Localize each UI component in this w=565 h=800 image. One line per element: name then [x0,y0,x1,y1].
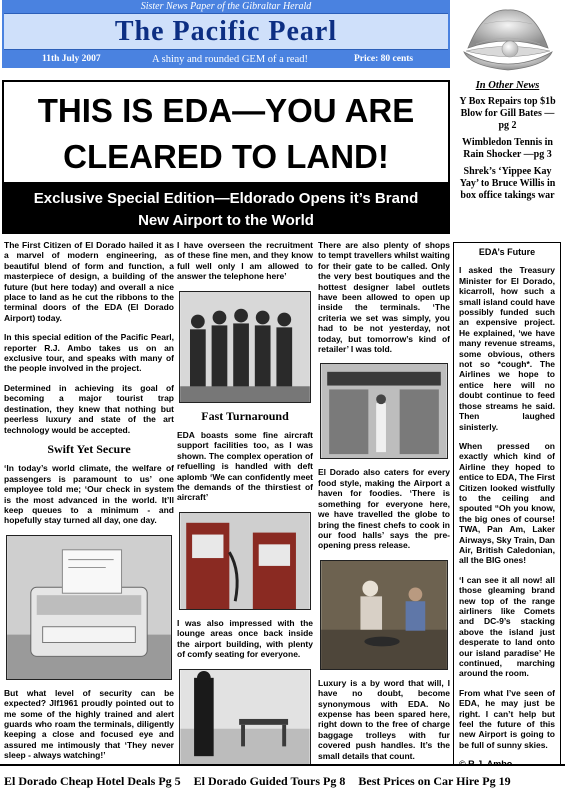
article-column-2 [177,240,313,773]
article-paragraph: When pressed on exactly which kind of Airline they hoped to entice to EDA, The First Citizen looked wistfully to the ceiling and spouted “Oh you know, the big ones of course! TWA, Pan Am, Laker Airways, Sky Train, Dan Air, British Caledonian, all the BIG ones! [459,440,555,566]
article-paragraph: EDA boasts some fine aircraft support facilities too, as I was shown. The complex operation of refuelling is handled with deft aplomb ‘We can confidently meet the demands of the thirstiest of aircraft’ [177,430,313,503]
article-paragraph: There are also plenty of shops to tempt travellers whilst waiting for their gate to be called. Only the very best boutiques and the hottest designer label outlets have been allowed to open up inside the terminals. ‘The criteria we set was simply, you had to be not yesterday, not today, but tomorrow’s kind of retailer’ I was told. [318,240,450,355]
subheading-fast-turnaround: Fast Turnaround [201,408,289,423]
issue-date: 11th July 2007 [42,54,101,64]
sidebar-heading: In Other News [475,80,540,91]
main-headline [2,80,450,184]
article-paragraph: I was also impressed with the lounge areas once back inside the airport building, with plenty of comfy seating for everyone. [177,617,313,660]
in-other-news-sidebar [452,80,563,240]
sidebar-news-item: Wimbledon Tennis in Rain Shocker —pg 3 [462,137,553,160]
issue-price: Price: 80 cents [354,54,414,64]
eda-future-heading: EDA’s Future [478,247,536,257]
article-paragraph: Luxury is a by word that will, I have no doubt, become synonymous with EDA. No expense has been spared here, right down to the free of charge baggage trolleys with fur covered push handles. It’s the small details that count. [318,677,450,761]
masthead [2,0,450,68]
outdoor-cooking-photo [320,560,448,670]
article-paragraph: But what level of security can be expected? Jlf1961 proudly pointed out to me some of the highly trained and alert guards who roam the terminals, diligently keeping a close and focused eye and assured me intimously that ‘They never sleep - always watching!’ [4,687,174,761]
fuel-pumps-photo [179,512,311,610]
pearl-oyster-logo [454,4,562,74]
eda-future-column [453,242,561,770]
banner-line-1: Exclusive Special Edition—Eldorado Opens it’s Brand [33,190,419,207]
sub-headline-banner [2,184,450,234]
sidebar-news-item: Y Box Repairs top $1b Blow for Gill Bates —pg 2 [459,96,556,131]
article-paragraph: From what I’ve seen of EDA, he may just be right. I can’t help but feel the future of this new Airport is going to be full of sunny skies. [459,687,555,750]
article-column-1 [4,240,174,770]
masthead-title-box [4,13,448,50]
footer-promo-bar [0,764,565,800]
article-column-3 [318,240,450,770]
masthead-slogan: A shiny and rounded GEM of a read! [152,54,309,65]
shop-storefront-photo [320,363,448,459]
footer-promo-hotel-deals: El Dorado Cheap Hotel Deals Pg 5 [4,774,181,788]
newspaper-title: The Pacific Pearl [114,16,338,47]
masthead-info-bar [2,51,450,68]
article-paragraph: ‘I can see it all now! all those gleaming brand new top of the range airliners like Comets and DC-9’s stacking above the island just desperate to land onto our island paradise’ He continued, marching around the room. [459,574,555,679]
article-paragraph: ‘In today’s world climate, the welfare of passengers is paramount to us’ one employee told me; ‘Our check in system is the most advanced in the world. It’ll keep queues to a minimum - and hopefully stay turned all day, one day. [4,463,174,526]
security-guards-photo [179,291,311,403]
article-paragraph: I have overseen the recruitment of these fine men, and they know full well only I am allowed to answer the telephone here’ [177,240,313,282]
lounge-bench-photo [179,669,311,765]
headline-line-2: CLEARED TO LAND! [63,138,389,175]
check-in-printer-photo [6,535,172,680]
banner-line-2: New Airport to the World [138,212,314,229]
footer-promo-car-hire: Best Prices on Car Hire Pg 19 [358,774,511,788]
sidebar-news-item: Shrek’s ‘Yippee Kay Yay’ to Bruce Willis in box office takings war [459,166,556,201]
article-paragraph: Determined in achieving its goal of becoming a major tourist trap destination, they knew that nothing but peerless luxury and state of the art technology would be accepted. [4,382,174,435]
headline-line-1: THIS IS EDA—YOU ARE [37,92,415,129]
article-paragraph: I asked the Treasury Minister for El Dorado, kicarroll, how such a small island could have possibly funded such an expensive project. He explained, ‘we have many revenue streams, some obvious, others not so *cough*. The Airlines we hope to entice here will no doubt continue to feed those streams he said. Then laughed sinisterly. [459,265,555,432]
footer-promo-guided-tours: El Dorado Guided Tours Pg 8 [193,774,346,788]
masthead-tagline: Sister News Paper of the Gibraltar Herald [140,1,312,12]
subheading-swift-yet-secure: Swift Yet Secure [47,441,131,456]
article-paragraph: El Dorado also caters for every food style, making the Airport a haven for foodies. ‘There is something for everyone here, we have travelled the globe to bring the finest chefs to cook in our food halls’ says the pre-opening press release. [318,467,450,551]
article-paragraph: In this special edition of the Pacific Pearl, reporter R.J. Ambo takes us on an exclusive tour, and speaks with many of the people involved in the project. [4,332,174,374]
article-paragraph: The First Citizen of El Dorado hailed it as a marvel of modern engineering, as beautiful blend of form and function, a masterpiece of design, a building of the future (but here today) and overall a nice place to land as he cut the ribbons to the terminal doors of the EDA (El Dorado Airport) today. [4,240,174,323]
